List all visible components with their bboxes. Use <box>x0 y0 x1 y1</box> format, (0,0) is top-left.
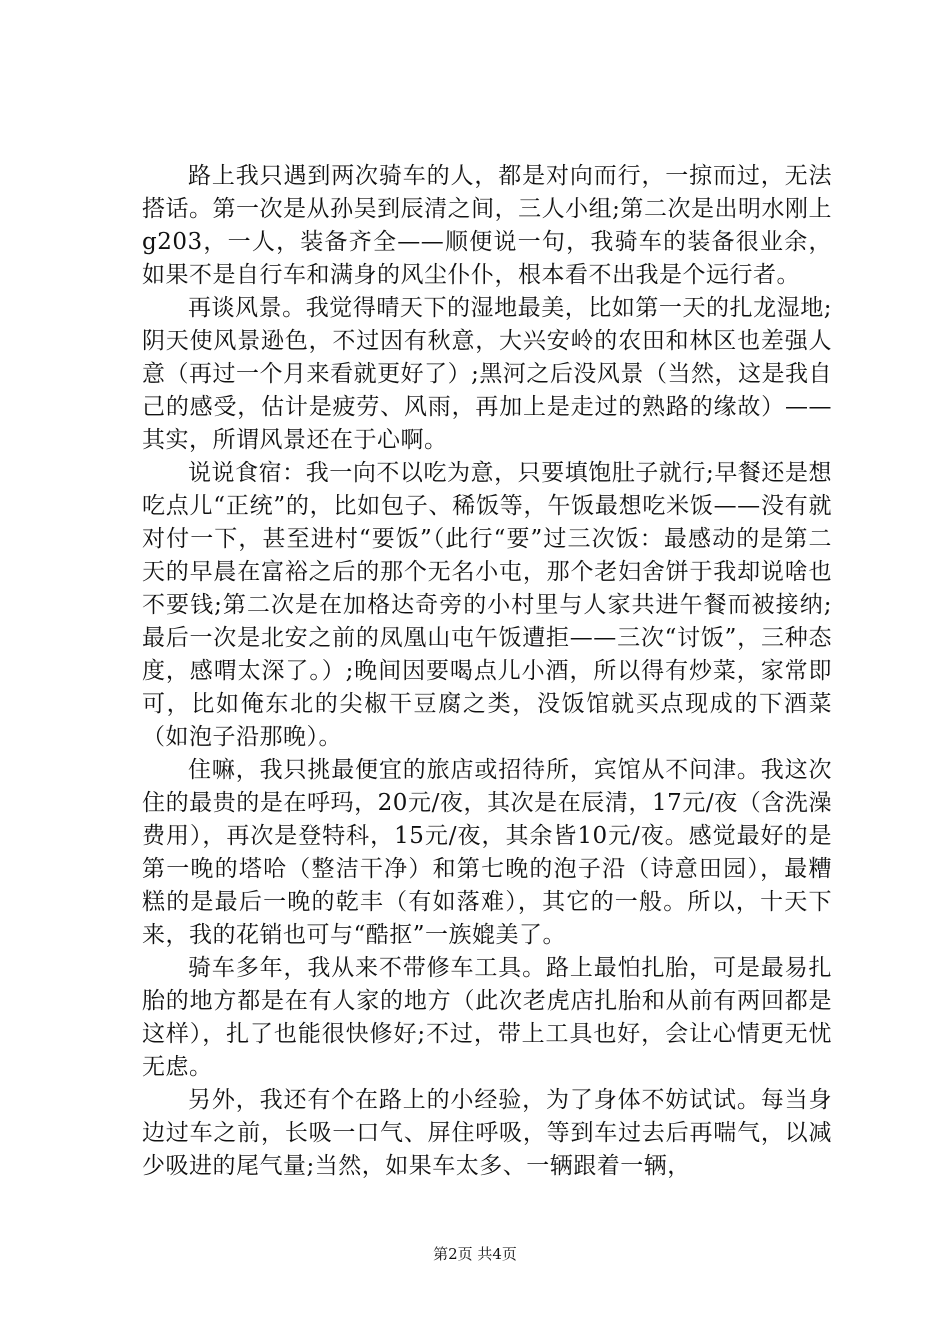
paragraph-lodging: 住嘛，我只挑最便宜的旅店或招待所，宾馆从不问津。我这次住的最贵的是在呼玛，20元/夜，其次是在辰清，17元/夜（含洗澡费用），再次是登特科，15元/夜，其余皆10元/夜。感觉最好的是第一晚的塔哈（整洁干净）和第七晚的泡子沿（诗意田园），最糟糕的是最后一晚的乾丰（有如落难），其它的一般。所以，十天下来，我的花销也可与“酷抠”一族媲美了。 <box>142 757 832 948</box>
paragraph-breathing-tip: 另外，我还有个在路上的小经验，为了身体不妨试试。每当身边过车之前，长吸一口气、屏住呼吸，等到车过去后再喘气，以减少吸进的尾气量;当然，如果车太多、一辆跟着一辆， <box>142 1087 832 1179</box>
page-number-footer: 第2页 共4页 <box>433 1245 517 1263</box>
paragraph-scenery: 再谈风景。我觉得晴天下的湿地最美，比如第一天的扎龙湿地;阴天使风景逊色，不过因有秋意，大兴安岭的农田和林区也差强人意（再过一个月来看就更好了）;黑河之后没风景（当然，这是我自己的感受，估计是疲劳、风雨，再加上是走过的熟路的缘故）——其实，所谓风景还在于心啊。 <box>142 295 832 453</box>
paragraph-food: 说说食宿：我一向不以吃为意，只要填饱肚子就行;早餐还是想吃点儿“正统”的，比如包子、稀饭等，午饭最想吃米饭——没有就对付一下，甚至进村“要饭”（此行“要”过三次饭：最感动的是第二天的早晨在富裕之后的那个无名小屯，那个老妇舍饼于我却说啥也不要钱;第二次是在加格达奇旁的小村里与人家共进午餐而被接纳;最后一次是北安之前的凤凰山屯午饭遭拒——三次“讨饭”，三种态度，感喟太深了。）;晚间因要喝点儿小酒，所以得有炒菜，家常即可，比如俺东北的尖椒干豆腐之类，没饭馆就买点现成的下酒菜（如泡子沿那晚）。 <box>142 460 832 750</box>
paragraph-cyclists: 路上我只遇到两次骑车的人，都是对向而行，一掠而过，无法搭话。第一次是从孙吴到辰清之间，三人小组;第二次是出明水刚上g203，一人，装备齐全——顺便说一句，我骑车的装备很业余，如果不是自行车和满身的风尘仆仆，根本看不出我是个远行者。 <box>142 163 832 288</box>
body-text <box>142 160 832 1183</box>
paragraph-repair-tools: 骑车多年，我从来不带修车工具。路上最怕扎胎，可是最易扎胎的地方都是在有人家的地方（此次老虎店扎胎和从前有两回都是这样），扎了也能很快修好;不过，带上工具也好，会让心情更无忧无虑。 <box>142 955 832 1080</box>
